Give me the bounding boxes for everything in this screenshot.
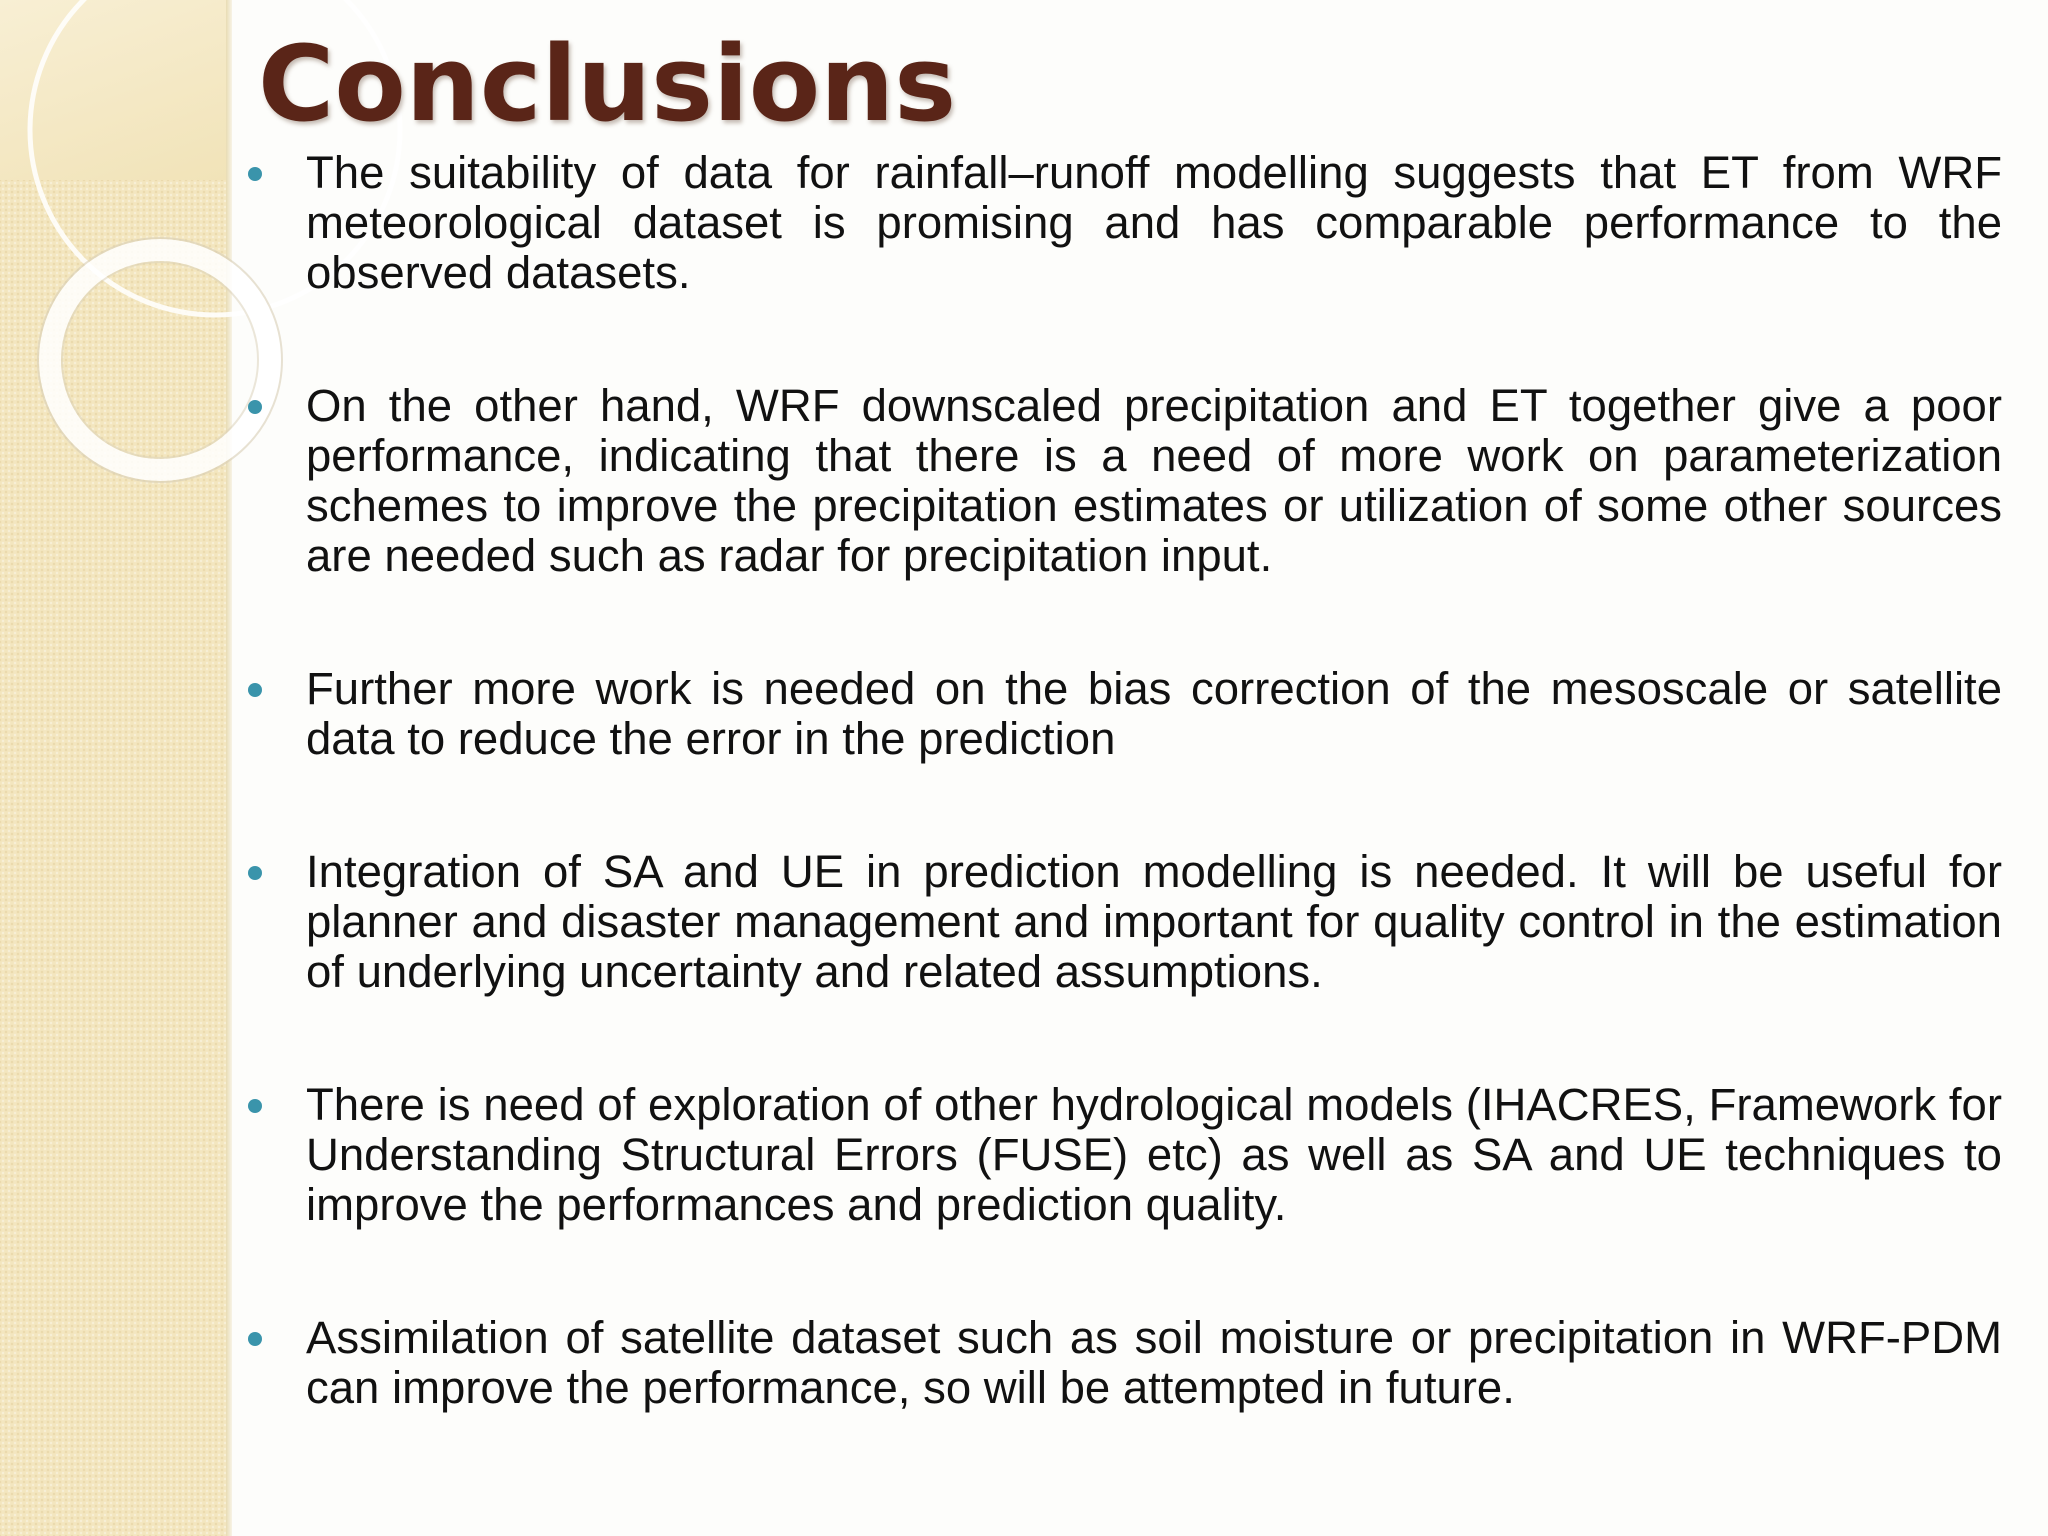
- bullet-text: The suitability of data for rainfall–runoff modelling suggests that ET from WRF meteorological dataset is promising and has comparable performance to the observed datasets.: [306, 147, 2002, 298]
- bullet-item: [240, 381, 2002, 581]
- slide-title: Conclusions: [258, 23, 957, 145]
- bullet-item: [240, 1313, 2002, 1413]
- thick-ring-inner-outline: [62, 262, 258, 458]
- bullet-text: Further more work is needed on the bias correction of the mesoscale or satellite data to reduce the error in the prediction: [306, 663, 2002, 764]
- bullet-dot-icon: [248, 866, 262, 880]
- bullet-list: [240, 148, 2002, 1413]
- bullet-text: There is need of exploration of other hydrological models (IHACRES, Framework for Understanding Structural Errors (FUSE) etc) as well as SA and UE techniques to improve the performances and prediction quality.: [306, 1079, 2002, 1230]
- bullet-dot-icon: [248, 683, 262, 697]
- bullet-dot-icon: [248, 167, 262, 181]
- bullet-item: [240, 847, 2002, 997]
- bullet-dot-icon: [248, 1099, 262, 1113]
- bullet-text: On the other hand, WRF downscaled precipitation and ET together give a poor performance, indicating that there is a need of more work on parameterization schemes to improve the precipitation estimates or utilization of some other sources are needed such as radar for precipitation input.: [306, 380, 2002, 581]
- bullet-item: [240, 148, 2002, 298]
- bullet-item: [240, 664, 2002, 764]
- thick-ring: [50, 250, 270, 470]
- bullet-dot-icon: [248, 1332, 262, 1346]
- bullet-text: Integration of SA and UE in prediction modelling is needed. It will be useful for planner and disaster management and important for quality control in the estimation of underlying uncertainty and related assumptions.: [306, 846, 2002, 997]
- bullet-item: [240, 1080, 2002, 1230]
- bullet-text: Assimilation of satellite dataset such as soil moisture or precipitation in WRF-PDM can improve the performance, so will be attempted in future.: [306, 1312, 2002, 1413]
- bullet-dot-icon: [248, 400, 262, 414]
